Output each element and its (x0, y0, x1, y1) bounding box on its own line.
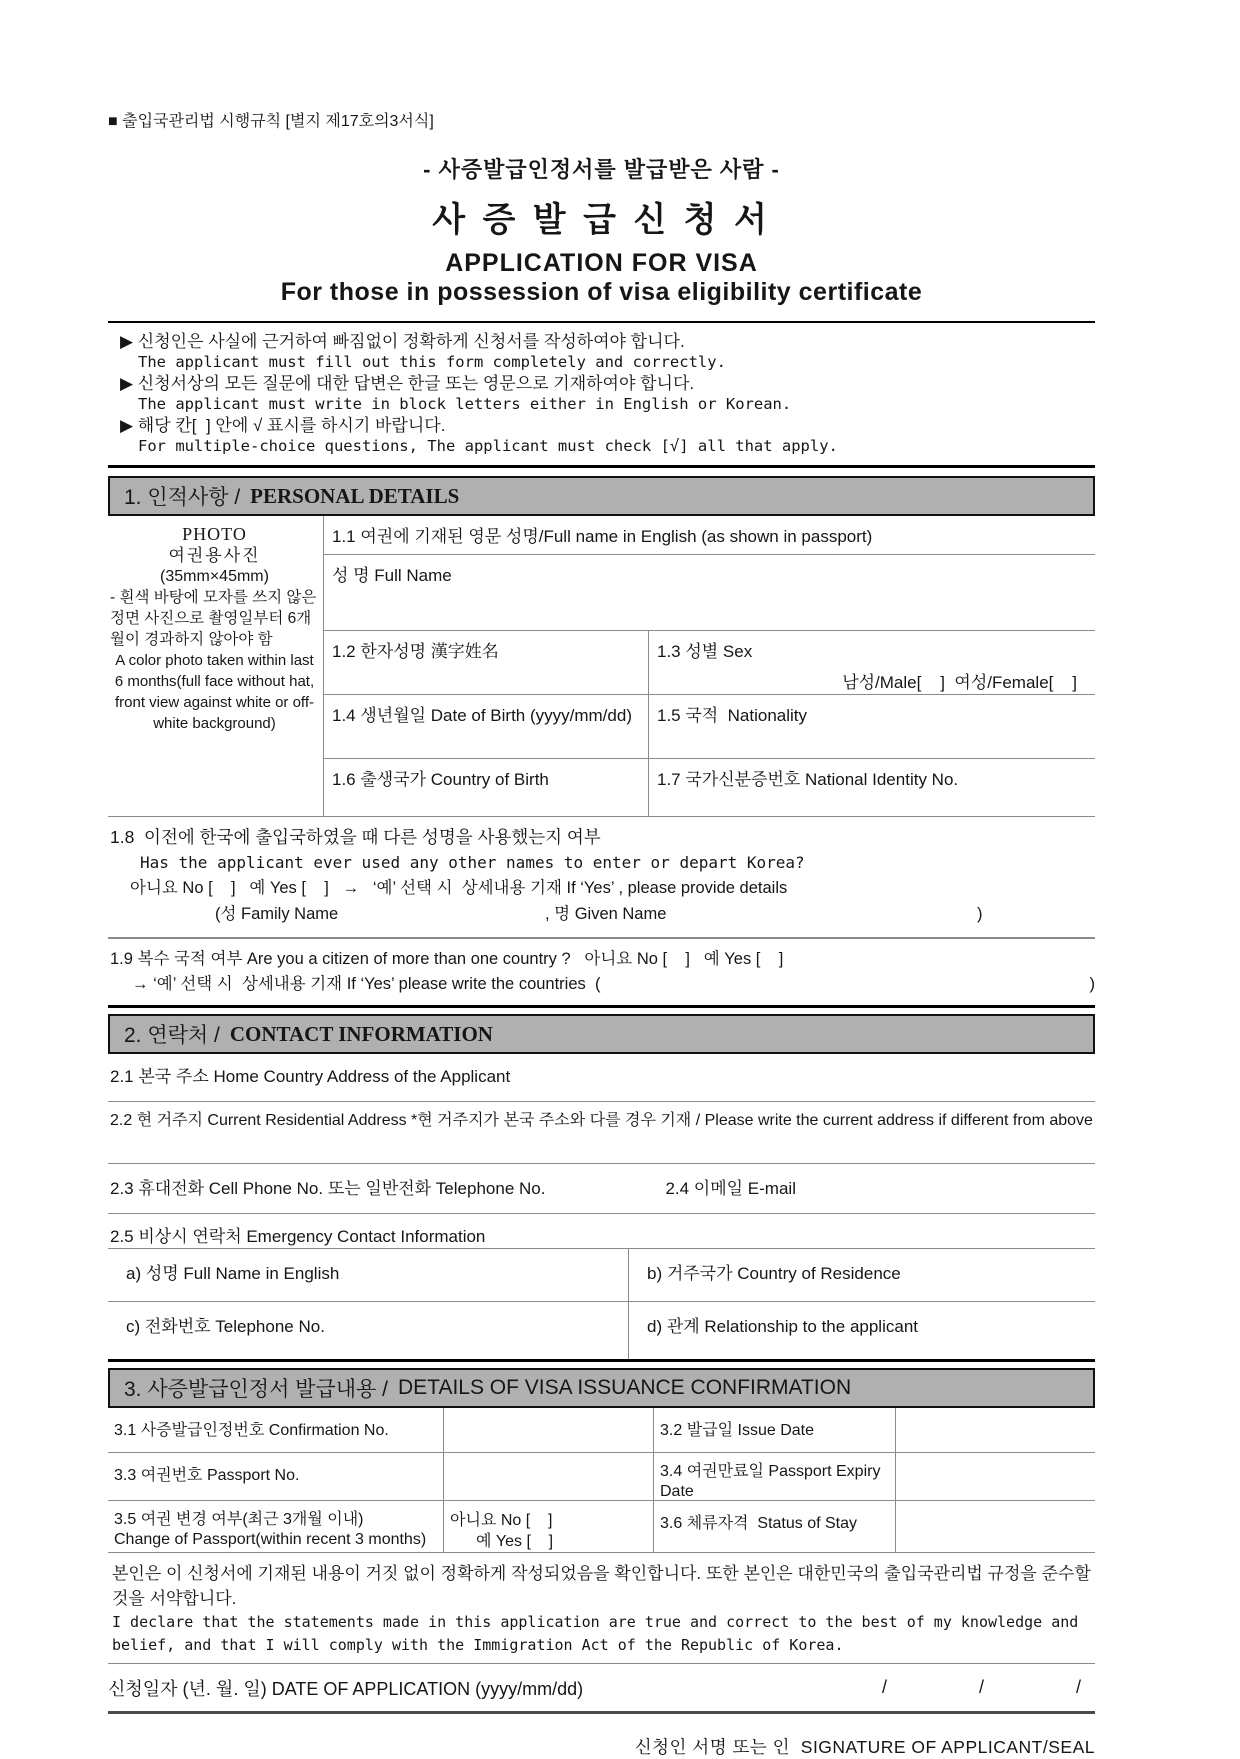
cell-phone-field[interactable]: 2.3 휴대전화 Cell Phone No. 또는 일반전화 Telephone No. (110, 1179, 546, 1198)
field-1-8-checkboxes[interactable]: 아니요 No [ ] 예 Yes [ ] → ‘예’ 선택 시 상세내용 기재 If ‘Yes’ , please provide details (130, 879, 788, 897)
section3-title-en: DETAILS OF VISA ISSUANCE CONFIRMATION (398, 1376, 852, 1399)
emergency-phone-label: c) 전화번호 Telephone No. (126, 1317, 325, 1336)
passport-change-no[interactable]: 아니요 No [ ] (450, 1512, 553, 1529)
sex-label: 1.3 성별 Sex (657, 642, 753, 661)
current-address-label: 2.2 현 거주지 Current Residential Address *현 거주지가 본국 주소와 다를 경우 기재 / Please write the current address if different from above (110, 1112, 1093, 1129)
application-date-row (108, 1664, 1095, 1714)
signature-label: 신청인 서명 또는 인 SIGNATURE OF APPLICANT/SEAL (634, 1737, 1095, 1757)
date-of-birth-label: 1.4 생년월일 Date of Birth (yyyy/mm/dd) (332, 706, 632, 725)
application-date-input[interactable] (882, 1677, 1095, 1698)
sex-field[interactable] (648, 630, 1095, 694)
countries-write-area[interactable] (600, 972, 1089, 997)
passport-change-label-kr: 3.5 여권 변경 여부(최근 3개월 이내) (114, 1511, 364, 1528)
section3-header (108, 1368, 1095, 1408)
section2-title-kr: 2. 연락처 / (124, 1024, 220, 1047)
full-name-label: 성 명 Full Name (332, 566, 452, 585)
declaration-kr: 본인은 이 신청서에 기재된 내용이 거짓 없이 정확하게 작성되었음을 확인합니다. 또한 본인은 대한민국의 출입국관리법 규정을 준수할 것을 서약합니다. (112, 1564, 1091, 1608)
family-name-label: (성 Family Name (215, 905, 339, 923)
section1-header (108, 476, 1095, 516)
photo-label: PHOTO (182, 524, 247, 544)
instruction-2-en: The applicant must write in block letters either in English or Korean. (138, 395, 792, 413)
section2-title-en: CONTACT INFORMATION (229, 1021, 493, 1046)
current-address-field[interactable] (108, 1102, 1095, 1164)
passport-change-yes[interactable]: 예 Yes [ ] (476, 1533, 554, 1550)
instruction-2-kr: ▶ 신청서상의 모든 질문에 대한 답변은 한글 또는 영문으로 기재하여야 합니다. (120, 374, 695, 393)
passport-change-checkboxes[interactable] (443, 1500, 653, 1552)
visa-issuance-table (108, 1408, 1095, 1553)
declaration-en: I declare that the statements made in this application are true and correct to the best of my knowledge and belief, and that I will comply with the Immigration Act of the Republic of Korea. (112, 1613, 1079, 1654)
nationality-label: 1.5 국적 Nationality (657, 706, 808, 725)
full-name-field[interactable] (324, 554, 1095, 630)
emergency-contact-label: 2.5 비상시 연락처 Emergency Contact Information (110, 1227, 486, 1246)
photo-note-en: A color photo taken within last 6 months(full face without hat, front view against white or off-white background) (114, 652, 315, 732)
passport-expiry-label: 3.4 여권만료일 Passport Expiry Date (653, 1452, 895, 1500)
passport-no-value[interactable] (443, 1452, 653, 1500)
photo-label-kr: 여권용사진 (168, 546, 261, 565)
field-1-9-detail-label: → ‘예’ 선택 시 상세내용 기재 If ‘Yes’ please write the countries ( (132, 975, 601, 993)
nationality-field[interactable] (648, 694, 1095, 758)
emergency-relationship-label: d) 관계 Relationship to the applicant (647, 1317, 918, 1336)
emergency-country-field[interactable] (628, 1249, 1095, 1302)
status-of-stay-value[interactable] (895, 1500, 1095, 1552)
hanja-name-label: 1.2 한자성명 漢字姓名 (332, 642, 499, 661)
field-1-9-checkboxes[interactable]: 1.9 복수 국적 여부 Are you a citizen of more than one country ? 아니요 No [ ] 예 Yes [ ] (110, 950, 784, 968)
emergency-name-field[interactable] (108, 1249, 628, 1302)
form-title-korean: 사 증 발 급 신 청 서 (432, 201, 771, 239)
country-of-birth-field[interactable] (324, 758, 648, 816)
section3-title-kr: 3. 사증발급인정서 발급내용 / (124, 1378, 388, 1401)
subtitle-korean: - 사증발급인정서를 발급받은 사람 - (423, 157, 780, 182)
section2-header (108, 1014, 1095, 1054)
date-slash-2: / (978, 1677, 984, 1697)
declaration-block (108, 1553, 1095, 1664)
instructions-block (108, 321, 1095, 468)
country-of-birth-label: 1.6 출생국가 Country of Birth (332, 770, 549, 789)
instruction-1-en: The applicant must fill out this form completely and correctly. (138, 353, 726, 371)
field-1-9-countries-input[interactable] (110, 972, 1095, 997)
field-1-1-label: 1.1 여권에 기재된 영문 성명/Full name in English (as shown in passport) (332, 527, 873, 546)
section1-title-en: PERSONAL DETAILS (250, 483, 460, 508)
emergency-phone-field[interactable] (108, 1302, 628, 1359)
personal-details-table (108, 516, 1095, 817)
home-address-field[interactable] (108, 1054, 1095, 1102)
form-subtitle-english: For those in possession of visa eligibility certificate (280, 278, 923, 306)
emergency-relationship-field[interactable] (628, 1302, 1095, 1359)
regulation-note: ■ 출입국관리법 시행규칙 [별지 제17호의3서식] (108, 113, 434, 130)
emergency-country-label: b) 거주국가 Country of Residence (647, 1264, 901, 1283)
photo-note-kr: - 흰색 바탕에 모자를 쓰지 않은 정면 사진으로 촬영일부터 6개월이 경과하지 않아야 함 (110, 589, 317, 648)
field-1-8-label-en: Has the applicant ever used any other names to enter or depart Korea? (140, 853, 805, 872)
application-date-label: 신청일자 (년. 월. 일) DATE OF APPLICATION (yyyy/mm/dd) (108, 1678, 584, 1699)
issue-date-label: 3.2 발급일 Issue Date (653, 1408, 895, 1452)
home-address-label: 2.1 본국 주소 Home Country Address of the Applicant (110, 1067, 511, 1086)
field-1-8-label-kr: 1.8 이전에 한국에 출입국하였을 때 다른 성명을 사용했는지 여부 (110, 827, 601, 847)
passport-no-label: 3.3 여권번호 Passport No. (108, 1452, 443, 1500)
passport-change-label-en: Change of Passport(within recent 3 months) (114, 1531, 427, 1548)
signature-row[interactable] (108, 1714, 1095, 1759)
form-titles (108, 153, 1095, 307)
national-identity-label: 1.7 국가신분증번호 National Identity No. (657, 770, 959, 789)
paren-close-2: ) (1089, 975, 1095, 993)
given-name-label: , 명 Given Name (545, 905, 667, 923)
photo-box (108, 516, 324, 816)
instruction-3-kr: ▶ 해당 칸[ ] 안에 √ 표시를 하시기 바랍니다. (120, 416, 446, 435)
sex-checkboxes[interactable]: 남성/Male[ ] 여성/Female[ ] (842, 673, 1077, 692)
hanja-name-field[interactable] (324, 630, 648, 694)
emergency-contact-header (108, 1214, 1095, 1249)
instruction-3-en: For multiple-choice questions, The applicant must check [√] all that apply. (138, 437, 838, 455)
issue-date-value[interactable] (895, 1408, 1095, 1452)
confirmation-no-value[interactable] (443, 1408, 653, 1452)
status-of-stay-label: 3.6 체류자격 Status of Stay (653, 1500, 895, 1552)
email-field[interactable]: 2.4 이메일 E-mail (665, 1179, 796, 1198)
date-slash-3: / (1075, 1677, 1081, 1697)
emergency-name-label: a) 성명 Full Name in English (126, 1264, 340, 1283)
passport-change-label (108, 1500, 443, 1552)
passport-expiry-value[interactable] (895, 1452, 1095, 1500)
field-1-8-other-names (108, 817, 1095, 939)
date-of-birth-field[interactable] (324, 694, 648, 758)
date-slash-1: / (881, 1677, 887, 1697)
phone-email-row (108, 1164, 1095, 1214)
field-1-8-name-inputs[interactable] (110, 901, 1095, 927)
field-1-9-multiple-citizenship (108, 939, 1095, 1008)
form-title-english: APPLICATION FOR VISA (445, 249, 758, 277)
paren-close: ) (977, 905, 983, 923)
instruction-1-kr: ▶ 신청인은 사실에 근거하여 빠짐없이 정확하게 신청서를 작성하여야 합니다. (120, 332, 685, 351)
section1-title-kr: 1. 인적사항 / (124, 486, 241, 509)
photo-size: (35mm×45mm) (160, 568, 269, 585)
national-identity-field[interactable] (648, 758, 1095, 816)
confirmation-no-label: 3.1 사증발급인정번호 Confirmation No. (114, 1422, 389, 1439)
emergency-contact-table (108, 1249, 1095, 1362)
